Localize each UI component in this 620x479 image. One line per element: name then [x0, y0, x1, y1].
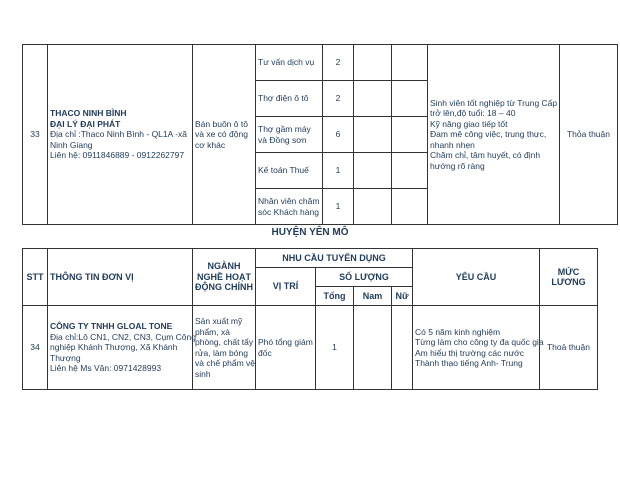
total-cell: 1 [323, 153, 354, 189]
requirement-line: Sinh viên tốt nghiệp từ Trung Cấp [430, 97, 558, 108]
position-line: và Đồng sơn [258, 134, 307, 145]
male-cell [354, 117, 392, 153]
position-cell [256, 117, 323, 153]
industry-cell [193, 306, 256, 390]
requirement-line: Có 5 năm kinh nghiệm [415, 326, 501, 337]
total-header: Tổng [316, 287, 354, 306]
position-line: Nhân viên chăm [258, 196, 320, 206]
male-cell [354, 153, 392, 189]
female-cell [392, 45, 428, 81]
position-cell [256, 306, 316, 390]
address-line: nghiệp Khánh Thượng, Xã Khánh [50, 342, 178, 353]
header-line: NGHỀ HOẠT [197, 271, 251, 282]
requirement-line: nhanh nhẹn [430, 139, 475, 150]
requirement-line: Chăm chỉ, tâm huyết, có định [430, 150, 541, 161]
stt-cell: 34 [23, 306, 48, 390]
female-header: Nữ [392, 287, 413, 306]
industry-line: phẩm, xà [195, 326, 230, 337]
contact-line: Liên hệ: 0911846889 - 0912262797 [50, 150, 185, 161]
address-line: Địa chỉ :Thaco Ninh Bình - QL1A -xã [50, 129, 188, 140]
male-header: Nam [354, 287, 392, 306]
stt-header: STT [23, 249, 48, 306]
address-line: Địa chỉ:Lô CN1, CN2, CN3, Cụm Công [50, 331, 196, 342]
section-title: HUYỆN YÊN MÔ [271, 227, 349, 238]
female-cell [392, 153, 428, 189]
industry-header [193, 249, 256, 306]
position-line: Phó tổng giám [258, 337, 313, 347]
industry-cell [193, 45, 256, 225]
position-line: Thợ gầm máy [258, 124, 311, 134]
position-line: sóc Khách hàng [258, 206, 319, 217]
position-line: đốc [258, 347, 272, 358]
male-cell [354, 81, 392, 117]
position-cell: Kế toán Thuế [256, 153, 323, 189]
requirement-line: hướng rõ ràng [430, 160, 485, 171]
header-line: NGÀNH [207, 261, 241, 272]
position-header: VỊ TRÍ [256, 268, 316, 306]
male-cell [354, 189, 392, 225]
address-line: Ninh Giang [50, 139, 93, 150]
total-cell: 1 [316, 306, 354, 390]
requirement-header: YÊU CẦU [413, 249, 540, 306]
position-cell: Tư vấn dịch vụ [256, 45, 323, 81]
industry-line: sinh [195, 368, 211, 379]
requirement-cell [413, 306, 544, 390]
requirement-line: Đam mê công việc, trung thực, [430, 129, 547, 140]
position-cell [256, 189, 323, 225]
industry-line: Bán buôn ô tô [195, 118, 248, 129]
requirement-line: trở lên,độ tuổi: 18 – 40 [430, 108, 516, 119]
male-cell [354, 45, 392, 81]
total-cell: 1 [323, 189, 354, 225]
total-cell: 2 [323, 81, 354, 117]
contact-line: Liên hệ Ms Vân: 0971428993 [50, 363, 162, 374]
industry-line: phòng, chất tẩy [195, 337, 254, 347]
company-name-line: ĐẠI LÝ ĐẠI PHÁT [50, 118, 121, 129]
salary-cell: Thoả thuận [540, 306, 598, 390]
company-name-line: THACO NINH BÌNH [50, 108, 127, 119]
table-row [23, 306, 598, 390]
requirement-line: Am hiểu thị trường các nước [415, 347, 524, 358]
stt-cell: 33 [23, 45, 48, 225]
company-info-cell [48, 306, 196, 390]
address-line: Thượng [50, 352, 81, 363]
industry-line: và chế phẩm vệ [195, 358, 256, 368]
company-header: THÔNG TIN ĐƠN VỊ [48, 249, 193, 306]
requirement-line: Kỹ năng giao tiếp tốt [430, 118, 508, 129]
female-cell [392, 189, 428, 225]
male-cell [354, 306, 392, 390]
recruitment-table [22, 248, 598, 390]
total-cell: 2 [323, 45, 354, 81]
salary-header [540, 249, 598, 306]
female-cell [392, 117, 428, 153]
demand-header: NHU CẦU TUYỂN DỤNG [256, 249, 413, 268]
quantity-header: SỐ LƯỢNG [316, 268, 413, 287]
header-line: LƯƠNG [551, 277, 586, 287]
total-cell: 6 [323, 117, 354, 153]
requirement-line: Từng làm cho công ty đa quốc gia [415, 337, 544, 347]
recruitment-table-continued [22, 44, 618, 225]
company-name-line: CÔNG TY TNHH GLOAL TONE [50, 321, 173, 332]
requirement-cell [428, 45, 560, 225]
position-cell: Thợ điện ô tô [256, 81, 323, 117]
company-info-cell [48, 45, 193, 225]
table-row [23, 45, 618, 81]
industry-line: Sản xuất mỹ [195, 316, 243, 326]
industry-line: rửa, làm bóng [195, 347, 248, 358]
header-row [23, 249, 598, 268]
industry-line: và xe có động [195, 129, 248, 140]
header-line: MỨC [557, 266, 580, 277]
salary-cell: Thỏa thuận [560, 45, 618, 225]
female-cell [392, 306, 413, 390]
female-cell [392, 81, 428, 117]
industry-line: cơ khác [195, 139, 226, 150]
requirement-line: Thành thạo tiếng Anh- Trung [415, 358, 523, 368]
header-line: ĐỘNG CHÍNH [195, 282, 253, 293]
